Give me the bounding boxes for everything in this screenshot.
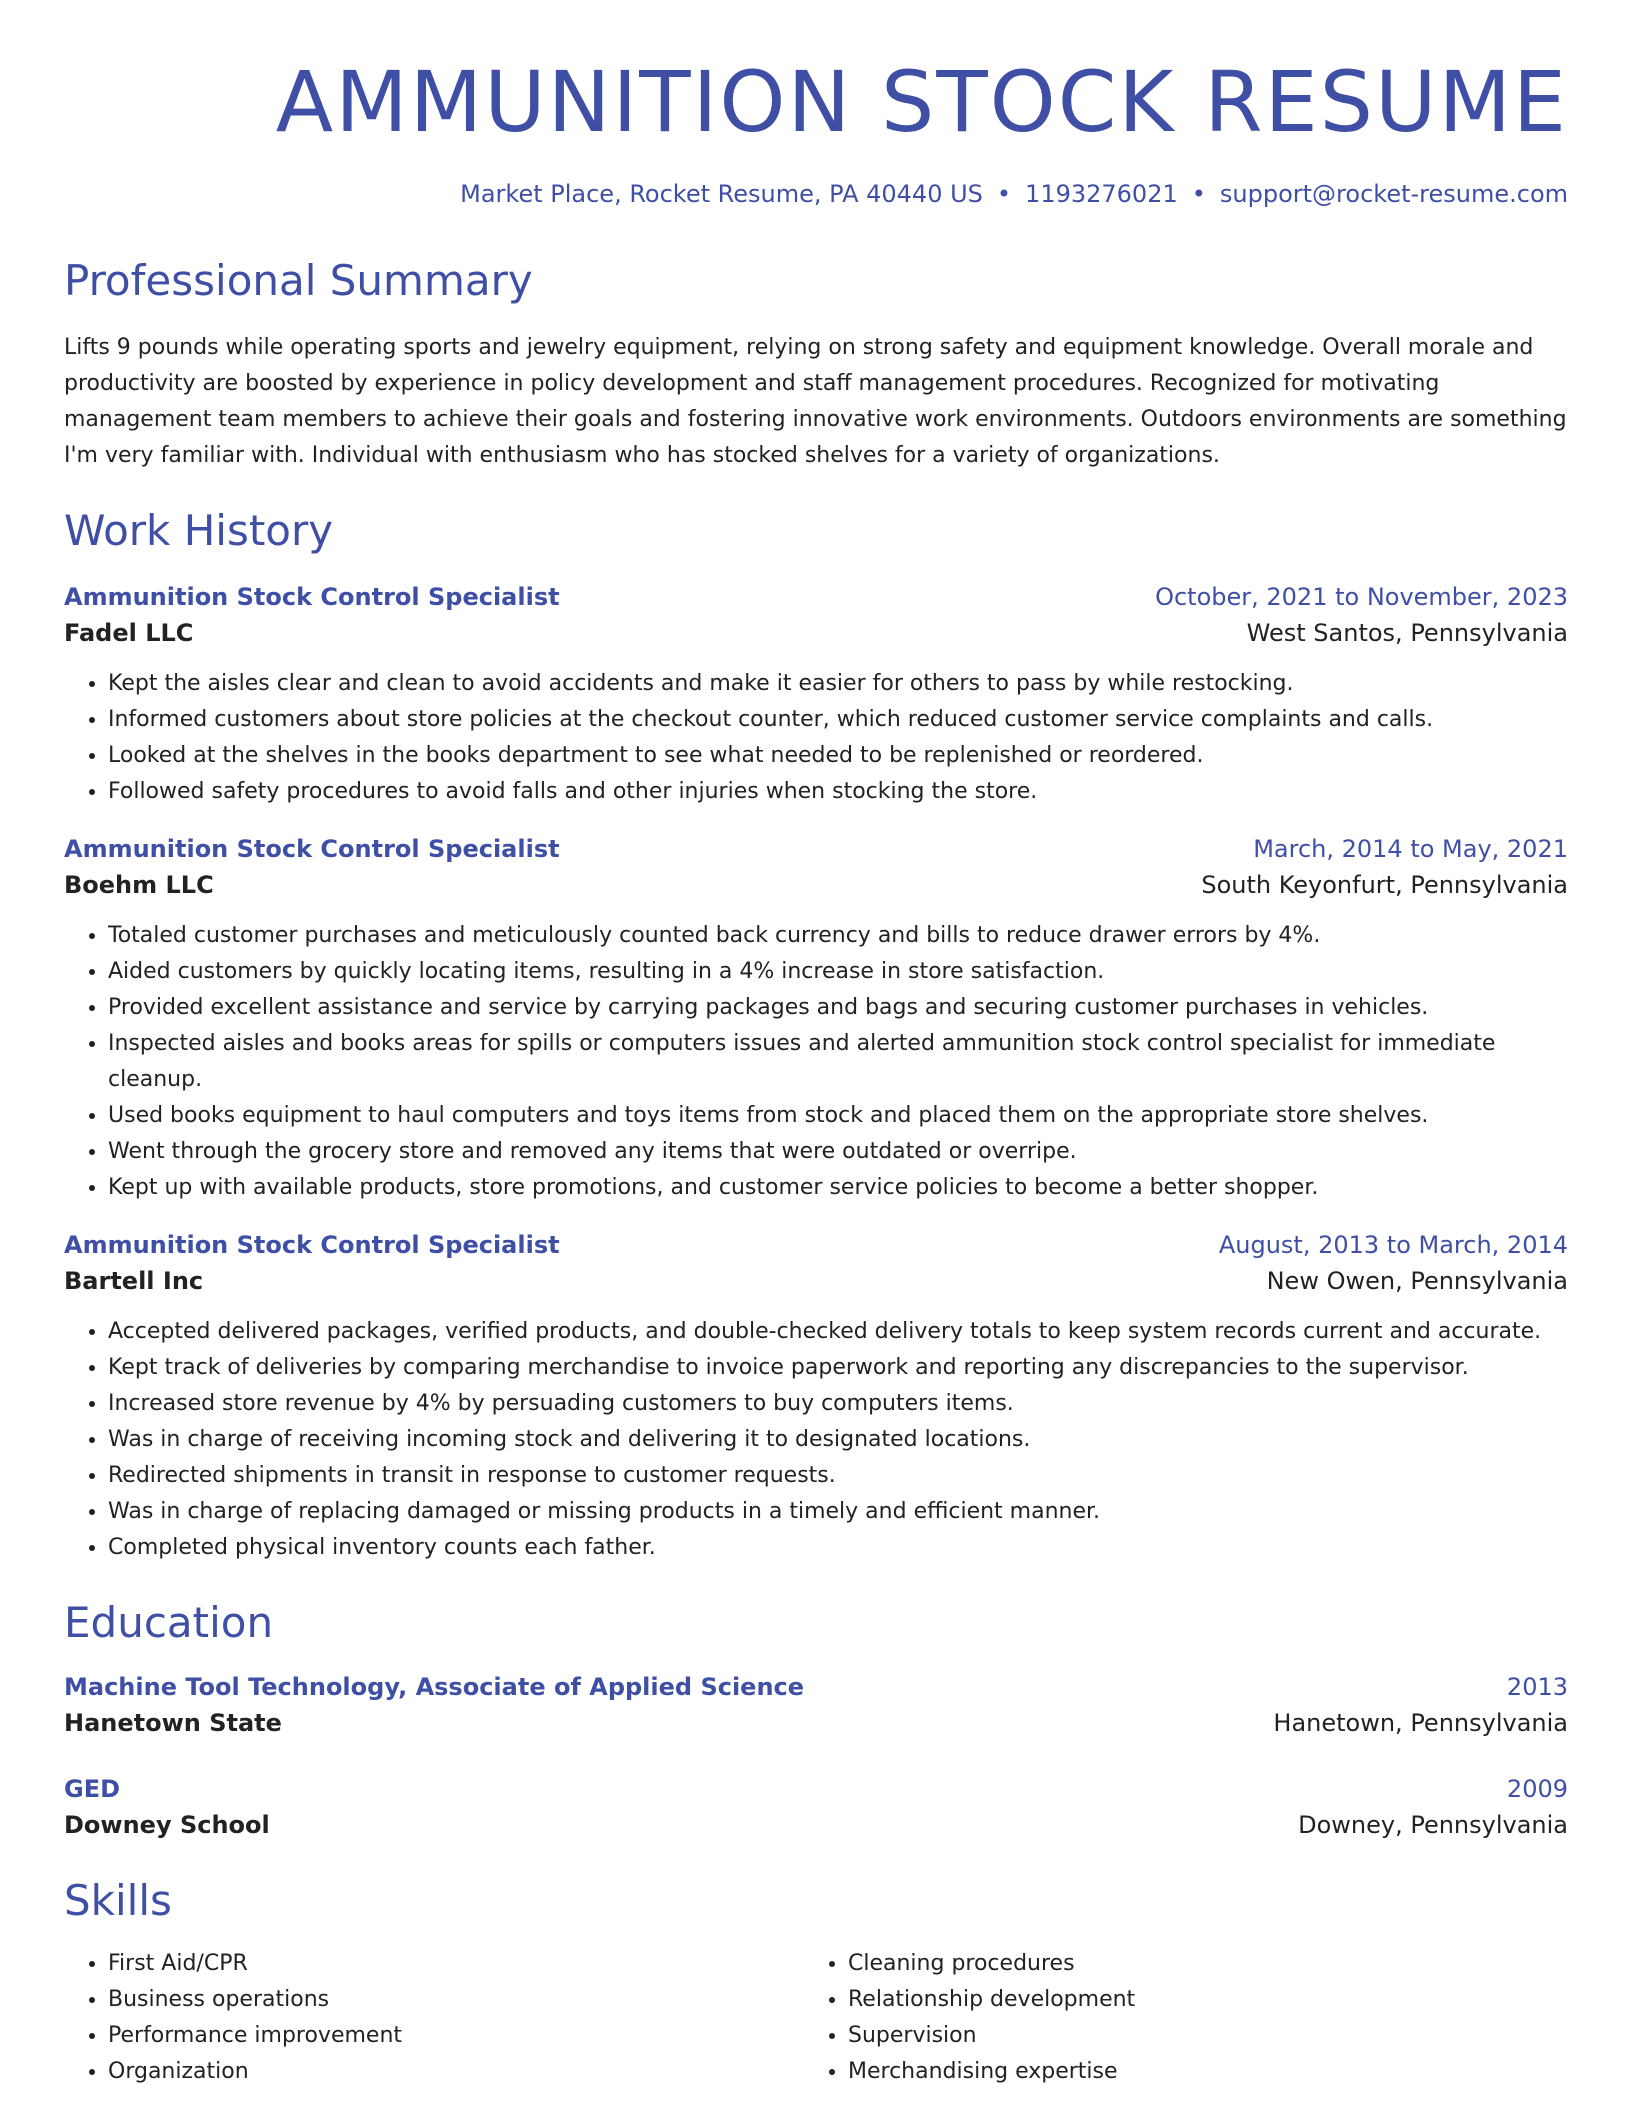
job-location: West Santos, Pennsylvania (1246, 619, 1568, 647)
job-bullet: • Followed safety procedures to avoid falls and other injuries when stocking the store. (108, 774, 1568, 810)
job-bullets (64, 1314, 1568, 1566)
job-bullet: • Completed physical inventory counts each father. (108, 1530, 1568, 1566)
contact-separator: • (996, 180, 1012, 208)
skill-item: • Business operations (108, 1982, 804, 2018)
job-dates: March, 2014 to May, 2021 (1253, 835, 1568, 863)
skills-left-column (64, 1946, 804, 2090)
job-title: Ammunition Stock Control Specialist (64, 835, 560, 863)
job-title: Ammunition Stock Control Specialist (64, 1231, 560, 1259)
education-location: Hanetown, Pennsylvania (1273, 1709, 1568, 1737)
summary-title: Professional Summary (64, 256, 533, 305)
contact-separator: • (1191, 180, 1206, 208)
job-location: New Owen, Pennsylvania (1266, 1267, 1568, 1295)
skills-title: Skills (64, 1876, 172, 1925)
job-bullet: • Was in charge of receiving incoming stock and delivering it to designated locations. (108, 1422, 1568, 1458)
job-entry (64, 580, 1568, 810)
education-entry (64, 1670, 1568, 1742)
skill-item: • First Aid/CPR (108, 1946, 804, 1982)
job-bullet: • Provided excellent assistance and service by carrying packages and bags and securing customer purchases in vehicles. (108, 990, 1568, 1026)
skill-item: • Performance improvement (108, 2018, 804, 2054)
skills-right-column (804, 1946, 1544, 2090)
skills-section (64, 1874, 1568, 2090)
contact-line (64, 178, 1568, 210)
job-bullet: • Redirected shipments in transit in response to customer requests. (108, 1458, 1568, 1494)
job-company: Fadel LLC (64, 619, 194, 647)
education-year: 2009 (1506, 1775, 1568, 1803)
resume-name: AMMUNITION STOCK RESUME (275, 53, 1568, 151)
job-bullet: • Kept the aisles clear and clean to avoid accidents and make it easier for others to pass by while restocking. (108, 666, 1568, 702)
education-location: Downey, Pennsylvania (1298, 1811, 1568, 1839)
job-bullets (64, 666, 1568, 810)
skills-columns (64, 1946, 1568, 2090)
job-title: Ammunition Stock Control Specialist (64, 583, 560, 611)
job-company: Bartell Inc (64, 1267, 204, 1295)
job-location: South Keyonfurt, Pennsylvania (1201, 871, 1568, 899)
job-bullet: • Was in charge of replacing damaged or missing products in a timely and efficient manner. (108, 1494, 1568, 1530)
job-bullet: • Increased store revenue by 4% by persuading customers to buy computers items. (108, 1386, 1568, 1422)
job-bullet: • Inspected aisles and books areas for spills or computers issues and alerted ammunition stock control specialist for immediate cleanup. (108, 1026, 1568, 1098)
job-bullet: • Aided customers by quickly locating items, resulting in a 4% increase in store satisfaction. (108, 954, 1568, 990)
education-title: Education (64, 1598, 274, 1647)
work-history-section (64, 504, 1568, 1566)
skill-item: • Merchandising expertise (848, 2054, 1544, 2090)
job-bullet: • Kept track of deliveries by comparing merchandise to invoice paperwork and reporting any discrepancies to the supervisor. (108, 1350, 1568, 1386)
summary-text: Lifts 9 pounds while operating sports and jewelry equipment, relying on strong safety and equipment knowledge. Overall morale and productivity are boosted by experience in policy development and staff management procedures. Recognized for motivating management team members to achieve their goals and fostering innovative work environments. Outdoors environments are something I'm very familiar with. Individual with enthusiasm who has stocked shelves for a variety of organizations. (64, 335, 1567, 468)
education-degree: Machine Tool Technology, Associate of Applied Science (64, 1673, 805, 1701)
job-bullet: • Went through the grocery store and removed any items that were outdated or overripe. (108, 1134, 1568, 1170)
resume-header (64, 0, 1568, 210)
job-bullet: • Used books equipment to haul computers and toys items from stock and placed them on the appropriate store shelves. (108, 1098, 1568, 1134)
job-company: Boehm LLC (64, 871, 214, 899)
skill-item: • Organization (108, 2054, 804, 2090)
contact-email: support@rocket-resume.com (1219, 180, 1568, 208)
job-bullets (64, 918, 1568, 1206)
job-bullet: • Informed customers about store policies at the checkout counter, which reduced customer service complaints and calls. (108, 702, 1568, 738)
education-degree: GED (64, 1775, 121, 1803)
job-entry (64, 1228, 1568, 1566)
job-bullet: • Kept up with available products, store promotions, and customer service policies to become a better shopper. (108, 1170, 1568, 1206)
education-entry (64, 1772, 1568, 1844)
job-dates: August, 2013 to March, 2014 (1218, 1231, 1568, 1259)
job-bullet: • Totaled customer purchases and meticulously counted back currency and bills to reduce drawer errors by 4%. (108, 918, 1568, 954)
skill-item: • Supervision (848, 2018, 1544, 2054)
contact-address: Market Place, Rocket Resume, PA 40440 US (460, 180, 983, 208)
job-dates: October, 2021 to November, 2023 (1155, 583, 1568, 611)
job-entry (64, 832, 1568, 1206)
skill-item: • Cleaning procedures (848, 1946, 1544, 1982)
work-history-title: Work History (64, 506, 334, 555)
contact-phone: 1193276021 (1025, 180, 1178, 208)
education-school: Downey School (64, 1811, 270, 1839)
education-section (64, 1596, 1568, 1844)
education-year: 2013 (1506, 1673, 1568, 1701)
job-bullet: • Looked at the shelves in the books department to see what needed to be replenished or reordered. (108, 738, 1568, 774)
education-school: Hanetown State (64, 1709, 282, 1737)
job-bullet: • Accepted delivered packages, verified products, and double-checked delivery totals to keep system records current and accurate. (108, 1314, 1568, 1350)
skill-item: • Relationship development (848, 1982, 1544, 2018)
